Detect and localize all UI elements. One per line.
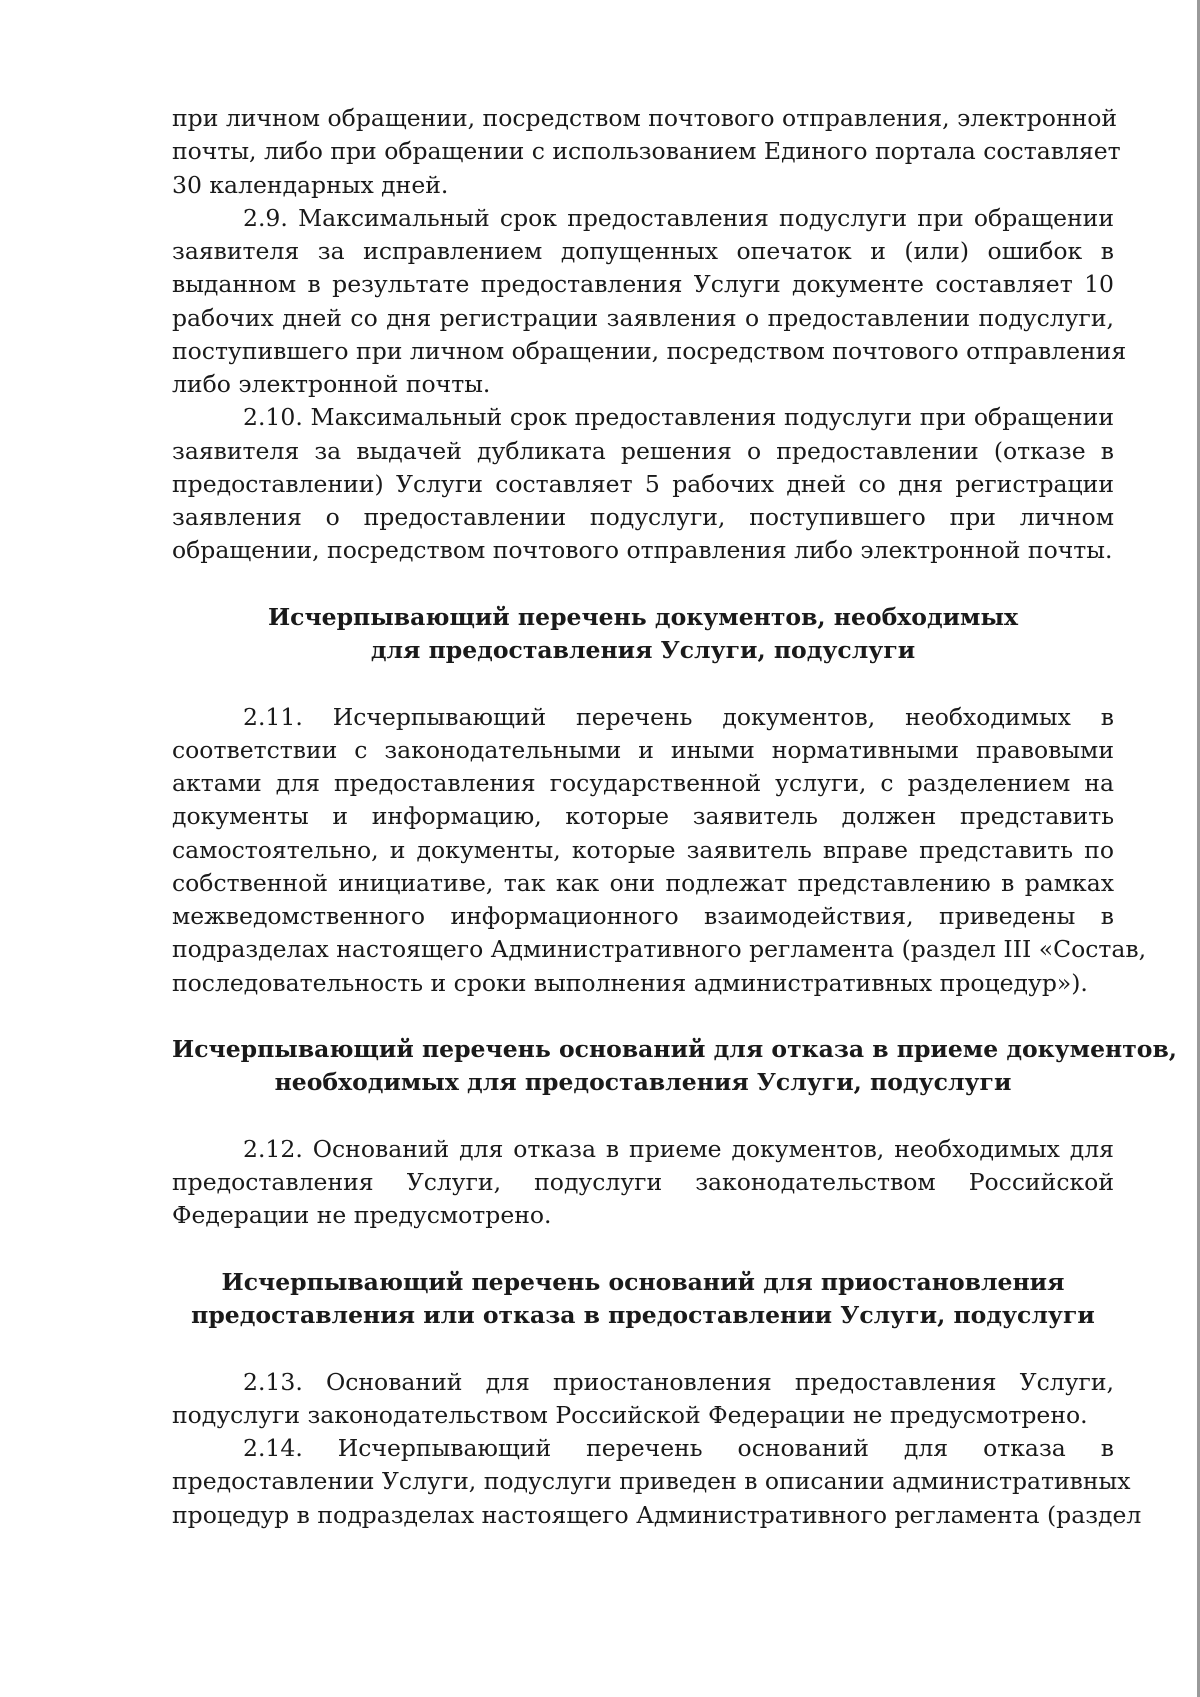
- text-line: соответствии с законодательными и иными нормативными правовыми: [172, 735, 1114, 764]
- text-line: предоставлении) Услуги составляет 5 рабочих дней со дня регистрации: [172, 469, 1114, 498]
- section-heading: [172, 1266, 1114, 1333]
- heading-line: Исчерпывающий перечень документов, необходимых: [267, 602, 1019, 631]
- heading-line: для предоставления Услуги, подуслуги: [370, 636, 916, 664]
- heading-line: Исчерпывающий перечень оснований для отказа в приеме документов,: [172, 1035, 1177, 1063]
- paragraph: [172, 1366, 1114, 1433]
- text-line: документы и информацию, которые заявитель должен представить: [172, 802, 1114, 831]
- text-line: Федерации не предусмотрено.: [172, 1201, 552, 1230]
- section-heading: [172, 601, 1114, 668]
- paragraph: [172, 102, 1121, 202]
- text-line: 2.12. Оснований для отказа в приеме документов, необходимых для: [243, 1134, 1114, 1163]
- document-page: [172, 102, 1177, 1532]
- text-line: подуслуги законодательством Российской Федерации не предусмотрено.: [172, 1400, 1088, 1429]
- paragraph: [172, 1133, 1114, 1233]
- heading-line: Исчерпывающий перечень оснований для приостановления: [221, 1267, 1065, 1296]
- text-line: заявителя за исправлением допущенных опечаток и (или) ошибок в: [172, 237, 1114, 265]
- paragraph: [172, 401, 1114, 567]
- text-line: предоставлении Услуги, подуслуги приведен в описании административных: [172, 1467, 1131, 1496]
- text-line: рабочих дней со дня регистрации заявления о предоставлении подуслуги,: [172, 303, 1114, 332]
- text-line: выданном в результате предоставления Услуги документе составляет 10: [172, 270, 1114, 299]
- text-line: 2.13. Оснований для приостановления предоставления Услуги,: [243, 1367, 1114, 1396]
- heading-line: предоставления или отказа в предоставлении Услуги, подуслуги: [191, 1301, 1095, 1329]
- paragraph: [172, 1432, 1142, 1532]
- text-line: 2.9. Максимальный срок предоставления подуслуги при обращении: [243, 203, 1114, 232]
- text-line: либо электронной почты.: [172, 370, 491, 398]
- section-heading: [172, 1033, 1177, 1100]
- text-line: заявителя за выдачей дубликата решения о предоставлении (отказе в: [172, 436, 1114, 465]
- text-line: обращении, посредством почтового отправления либо электронной почты.: [172, 536, 1113, 565]
- text-line: предоставления Услуги, подуслуги законодательством Российской: [172, 1168, 1114, 1196]
- spacer: [172, 667, 1114, 700]
- text-line: 2.10. Максимальный срок предоставления подуслуги при обращении: [243, 403, 1114, 432]
- text-line: почты, либо при обращении с использованием Единого портала составляет: [172, 137, 1121, 166]
- heading-line: необходимых для предоставления Услуги, подуслуги: [274, 1068, 1012, 1097]
- text-line: межведомственного информационного взаимодействия, приведены в: [172, 902, 1114, 930]
- text-line: процедур в подразделах настоящего Административного регламента (раздел: [172, 1500, 1142, 1529]
- text-line: заявления о предоставлении подуслуги, поступившего при личном: [172, 503, 1114, 531]
- text-line: поступившего при личном обращении, посредством почтового отправления: [172, 336, 1127, 365]
- spacer: [172, 1233, 1114, 1266]
- spacer: [172, 1000, 1114, 1033]
- text-line: 30 календарных дней.: [172, 170, 449, 199]
- spacer: [172, 1332, 1114, 1365]
- text-line: последовательность и сроки выполнения административных процедур»).: [172, 968, 1088, 997]
- paragraph: [172, 202, 1127, 402]
- spacer: [172, 1100, 1114, 1133]
- text-line: актами для предоставления государственной услуги, с разделением на: [172, 769, 1114, 797]
- text-line: подразделах настоящего Административного регламента (раздел III «Состав,: [172, 935, 1147, 964]
- spacer: [172, 568, 1114, 601]
- text-line: 2.11. Исчерпывающий перечень документов, необходимых в: [243, 702, 1114, 731]
- paragraph: [172, 701, 1147, 1000]
- text-line: 2.14. Исчерпывающий перечень оснований для отказа в: [243, 1434, 1114, 1462]
- text-line: самостоятельно, и документы, которые заявитель вправе представить по: [172, 835, 1114, 864]
- text-line: собственной инициативе, так как они подлежат представлению в рамках: [172, 868, 1114, 897]
- text-line: при личном обращении, посредством почтового отправления, электронной: [172, 104, 1118, 132]
